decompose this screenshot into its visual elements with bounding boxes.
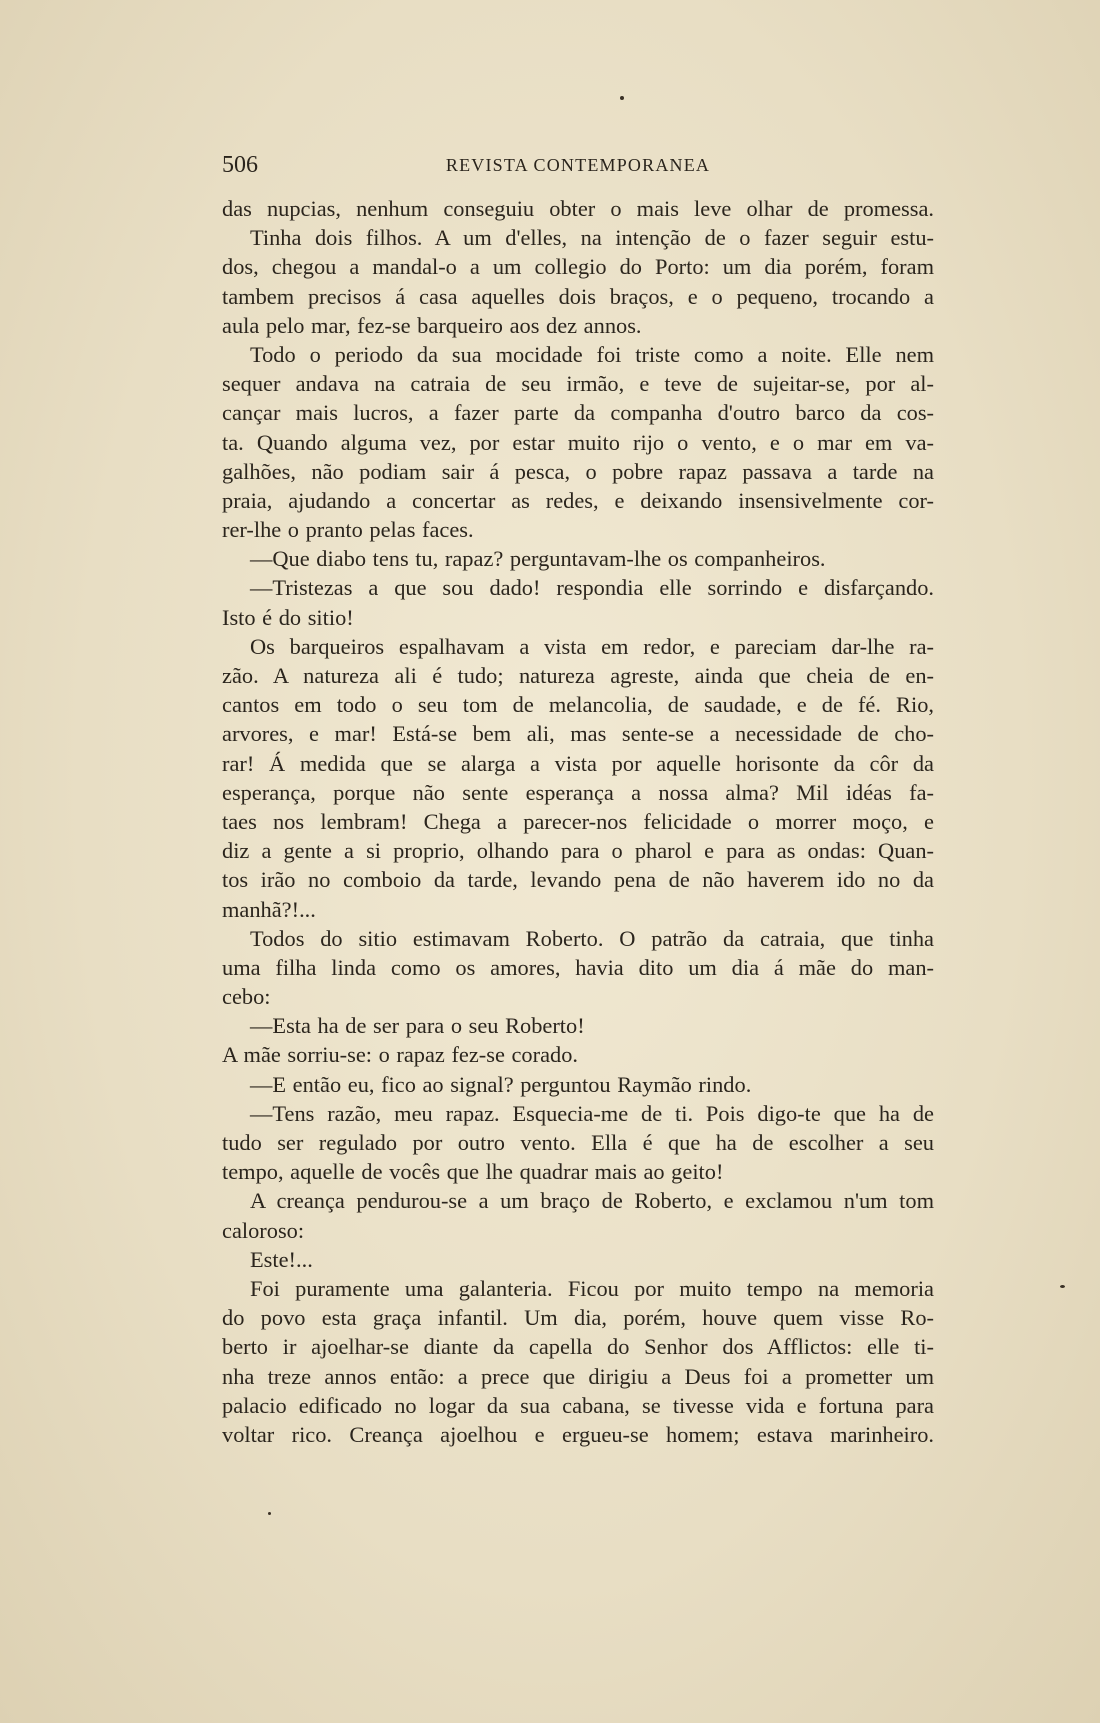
text-line: —Tens razão, meu rapaz. Esquecia-me de ti. Pois digo-te que ha de <box>250 1100 934 1126</box>
text-line: cançar mais lucros, a fazer parte da companha d'outro barco da cos- <box>222 400 934 426</box>
text-line: diz a gente a si proprio, olhando para o pharol e para as ondas: Quan- <box>222 838 934 864</box>
text-line: Foi puramente uma galanteria. Ficou por muito tempo na memoria <box>250 1275 934 1301</box>
text-line: Os barqueiros espalhavam a vista em redor, e pareciam dar-lhe ra- <box>250 633 934 659</box>
text-line: voltar rico. Creança ajoelhou e ergueu-se homem; estava marinheiro. <box>222 1421 934 1447</box>
text-line: caloroso: <box>222 1217 305 1243</box>
text-line: A mãe sorriu-se: o rapaz fez-se corado. <box>222 1042 578 1068</box>
text-line: rer-lhe o pranto pelas faces. <box>222 517 474 543</box>
body-text <box>222 194 934 1449</box>
ink-speck <box>620 96 624 100</box>
running-title: REVISTA CONTEMPORANEA <box>445 155 711 175</box>
text-line: —E então eu, fico ao signal? perguntou Raymão rindo. <box>250 1071 752 1097</box>
text-line: cantos em todo o seu tom de melancolia, de saudade, e de fé. Rio, <box>222 692 934 718</box>
text-line: esperança, porque não sente esperança a nossa alma? Mil idéas fa- <box>222 779 934 805</box>
text-line: A creança pendurou-se a um braço de Roberto, e exclamou n'um tom <box>250 1188 934 1214</box>
text-line: praia, ajudando a concertar as redes, e deixando insensivelmente cor- <box>222 487 934 513</box>
text-line: nha treze annos então: a prece que dirigiu a Deus foi a prometter um <box>222 1363 934 1389</box>
text-line: berto ir ajoelhar-se diante da capella do Senhor dos Afflictos: elle ti- <box>222 1334 934 1360</box>
text-line: —Que diabo tens tu, rapaz? perguntavam-lhe os companheiros. <box>250 546 826 572</box>
text-line: Este!... <box>250 1246 313 1272</box>
text-line: aula pelo mar, fez-se barqueiro aos dez annos. <box>222 312 642 338</box>
page-header <box>222 152 934 182</box>
page-number: 506 <box>222 152 258 178</box>
text-line: das nupcias, nenhum conseguiu obter o mais leve olhar de promessa. <box>222 196 934 221</box>
text-line: cebo: <box>222 984 271 1010</box>
text-line: Tinha dois filhos. A um d'elles, na intenção de o fazer seguir estu- <box>250 225 934 251</box>
text-line: manhã?!... <box>222 896 316 922</box>
text-line: dos, chegou a mandal-o a um collegio do Porto: um dia porém, foram <box>222 254 934 280</box>
text-line: rar! Á medida que se alarga a vista por aquelle horisonte da côr da <box>222 750 934 776</box>
text-line: sequer andava na catraia de seu irmão, e teve de sujeitar-se, por al- <box>222 371 934 397</box>
text-line: arvores, e mar! Está-se bem ali, mas sente-se a necessidade de cho- <box>222 721 934 747</box>
ink-speck <box>1060 1285 1065 1288</box>
text-line: zão. A natureza ali é tudo; natureza agreste, ainda que cheia de en- <box>222 663 934 688</box>
text-line: —Tristezas a que sou dado! respondia elle sorrindo e disfarçando. <box>250 575 934 601</box>
text-line: Todos do sitio estimavam Roberto. O patrão da catraia, que tinha <box>250 925 934 951</box>
text-line: taes nos lembram! Chega a parecer-nos felicidade o morrer moço, e <box>222 808 934 834</box>
ink-speck <box>268 1512 271 1515</box>
text-line: Todo o periodo da sua mocidade foi triste como a noite. Elle nem <box>250 341 934 367</box>
text-line: tos irão no comboio da tarde, levando pena de não haverem ido no da <box>222 867 934 893</box>
text-line: do povo esta graça infantil. Um dia, porém, houve quem visse Ro- <box>222 1305 934 1331</box>
text-line: Isto é do sitio! <box>222 604 354 630</box>
text-line: tempo, aquelle de vocês que lhe quadrar mais ao geito! <box>222 1159 724 1185</box>
text-line: ta. Quando alguma vez, por estar muito rijo o vento, e o mar em va- <box>222 429 934 455</box>
text-line: galhões, não podiam sair á pesca, o pobre rapaz passava a tarde na <box>222 458 934 484</box>
text-line: uma filha linda como os amores, havia dito um dia á mãe do man- <box>222 954 934 980</box>
text-line: palacio edificado no logar da sua cabana, se tivesse vida e fortuna para <box>222 1392 934 1418</box>
text-line: tambem precisos á casa aquelles dois braços, e o pequeno, trocando a <box>222 283 934 309</box>
text-line: —Esta ha de ser para o seu Roberto! <box>250 1013 585 1039</box>
text-line: tudo ser regulado por outro vento. Ella é que ha de escolher a seu <box>222 1130 934 1155</box>
